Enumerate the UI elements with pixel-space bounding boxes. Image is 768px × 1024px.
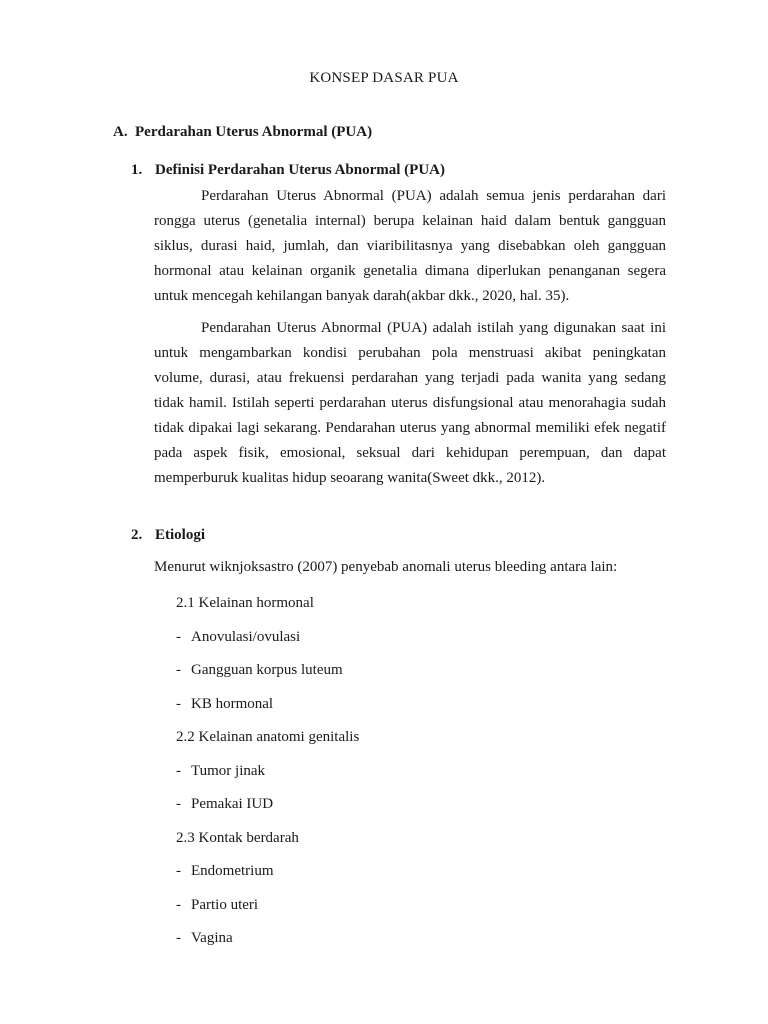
list-item-text: Tumor jinak xyxy=(191,762,266,779)
list-item xyxy=(176,861,359,895)
list-item xyxy=(176,761,359,795)
list-dash: - xyxy=(176,863,181,879)
subsection-heading-text: Definisi Perdarahan Uterus Abnormal (PUA) xyxy=(155,162,445,178)
list-item-text: KB hormonal xyxy=(191,695,274,712)
list-item-text: 2.2 Kelainan anatomi genitalis xyxy=(176,729,360,745)
subsection-number: 1. xyxy=(131,162,143,178)
subsection-heading-definisi xyxy=(131,162,445,179)
list-item-text: Pemakai IUD xyxy=(191,796,274,812)
list-dash: - xyxy=(176,762,181,779)
section-heading-text: Perdarahan Uterus Abnormal (PUA) xyxy=(135,124,373,140)
list-item-text: Gangguan korpus luteum xyxy=(191,662,343,678)
list-dash: - xyxy=(176,896,181,913)
list-item xyxy=(176,627,359,661)
list-item-text: Anovulasi/ovulasi xyxy=(191,628,301,645)
list-item xyxy=(176,694,359,728)
list-dash: - xyxy=(176,695,181,712)
section-heading-a xyxy=(113,124,372,141)
list-item xyxy=(176,593,359,627)
list-item-text: 2.1 Kelainan hormonal xyxy=(176,595,314,611)
etiology-list xyxy=(176,593,359,962)
list-dash: - xyxy=(176,930,181,946)
list-item-text: Endometrium xyxy=(191,863,274,879)
list-item-text: 2.3 Kontak berdarah xyxy=(176,829,299,846)
definition-paragraph-2: Pendarahan Uterus Abnormal (PUA) adalah istilah yang digunakan saat ini untuk mengambarkan kondisi perubahan pola menstruasi akibat peningkatan volume, durasi, atau frekuensi perdarahan yang terjadi pada wanita yang sedang tidak hamil. Istilah seperti perdarahan uterus disfungsional atau menorahagia sudah tidak dipakai lagi sekarang. Pendarahan uterus yang abnormal memiliki efek negatif pada aspek fisik, emosional, seksual dari kehidupan perempuan, dan dapat memperburuk kualitas hidup seoarang wanita(Sweet dkk., 2012). xyxy=(154,320,666,486)
list-dash: - xyxy=(176,662,181,678)
etiology-intro: Menurut wiknjoksastro (2007) penyebab anomali uterus bleeding antara lain: xyxy=(154,559,618,575)
list-item-text: Vagina xyxy=(191,930,233,946)
subsection-heading-text: Etiologi xyxy=(155,527,206,543)
list-dash: - xyxy=(176,628,181,645)
list-item xyxy=(176,660,359,694)
list-item xyxy=(176,828,359,862)
list-item xyxy=(176,895,359,929)
definition-paragraph-1: Perdarahan Uterus Abnormal (PUA) adalah semua jenis perdarahan dari rongga uterus (genetalia internal) berupa kelainan haid dalam bentuk gangguan siklus, durasi haid, jumlah, dan viaribilitasnya yang disebabkan oleh gangguan hormonal atau kelainan organik genetalia dimana diperlukan penanganan segera untuk mencegah kehilangan banyak darah(akbar dkk., 2020, hal. 35). xyxy=(154,188,666,304)
subsection-heading-etiologi xyxy=(131,527,205,544)
section-letter: A. xyxy=(113,124,128,140)
list-item xyxy=(176,794,359,828)
document-title: KONSEP DASAR PUA xyxy=(309,70,459,86)
list-item xyxy=(176,928,359,962)
list-item xyxy=(176,727,359,761)
list-dash: - xyxy=(176,796,181,812)
list-item-text: Partio uteri xyxy=(191,896,259,913)
subsection-number: 2. xyxy=(131,527,143,543)
